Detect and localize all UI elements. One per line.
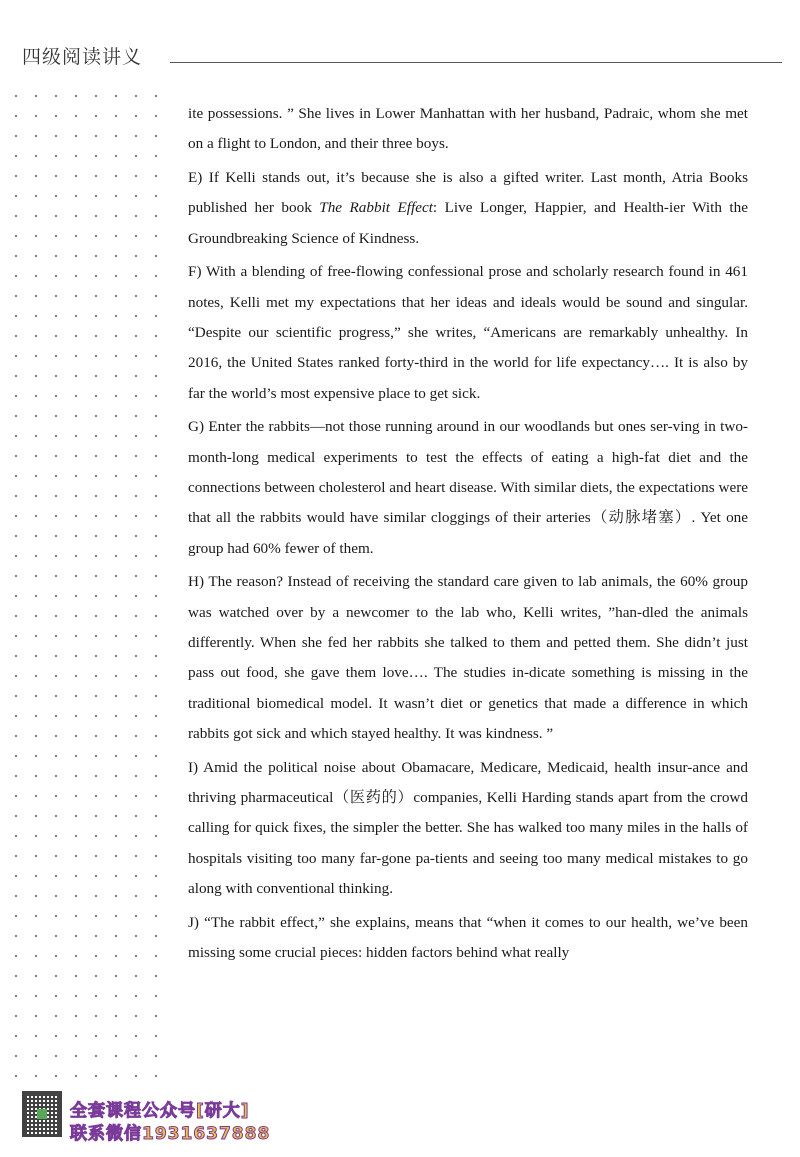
note-dot-grid	[0, 82, 172, 1092]
paragraph-g: G) Enter the rabbits—not those running around in our woodlands but ones ser-ving in two-month-long medical experiments to test the effects of eating a high-fat diet and the connections between cholesterol and heart disease. With similar diets, the expectations were that all the rabbits would have similar cloggings of their arteries（动脉堵塞）. Yet one group had 60% fewer of them.	[188, 418, 748, 557]
watermark-line-2: 联系微信1931637888	[70, 1124, 271, 1144]
page-header-title: 四级阅读讲义	[22, 46, 143, 68]
qr-code-icon	[22, 1091, 62, 1137]
qr-logo-icon	[37, 1109, 47, 1119]
paragraph-continuation: ite possessions. ” She lives in Lower Manhattan with her husband, Padraic, whom she met on a flight to London, and their three boys.	[188, 105, 748, 153]
paragraph-i: I) Amid the political noise about Obamacare, Medicare, Medicaid, health insur-ance and thriving pharmaceutical（医药的）companies, Kelli Harding stands apart from the crowd calling for quick fixes, the simpler the better. She has walked too many miles in the halls of hospitals visiting too many far-gone pa-tients and seeing too many medical mistakes to go along with conventional thinking.	[188, 758, 748, 897]
paragraph-j: J) “The rabbit effect,” she explains, means that “when it comes to our health, we’ve been missing some crucial pieces: hidden factors behind what really	[188, 913, 748, 962]
header-divider	[170, 62, 782, 63]
paragraph-f: F) With a blending of free-flowing confessional prose and scholarly research found in 461 notes, Kelli met my expectations that her ideas and ideals would be sound and singular. “Despite our scientific progress,” she writes, “Americans are remarkably unhealthy. In 2016, the United States ranked forty-third in the world for life expectancy…. It is also by far the world’s most expensive place to get sick.	[188, 263, 748, 402]
paragraph-h: H) The reason? Instead of receiving the standard care given to lab animals, the 60% group was watched over by a newcomer to the lab who, Kelli writes, ”han-dled the animals differently. When she fed her rabbits she talked to them and petted them. She didn’t just pass out food, she gave them love…. The studies in-dicate something is missing in the traditional biomedical model. It wasn’t diet or genetics that made a difference in which rabbits got sick and which stayed healthy. It was kindness. ”	[188, 573, 748, 742]
watermark-line-1: 全套课程公众号[研大]	[70, 1101, 250, 1121]
article-body	[188, 99, 748, 972]
paragraph-e: E) If Kelli stands out, it’s because she is also a gifted writer. Last month, Atria Books published her book The Rabbit Effect: Live Longer, Happier, and Health-ier With the Groundbreaking Science of Kindness.	[188, 169, 748, 247]
